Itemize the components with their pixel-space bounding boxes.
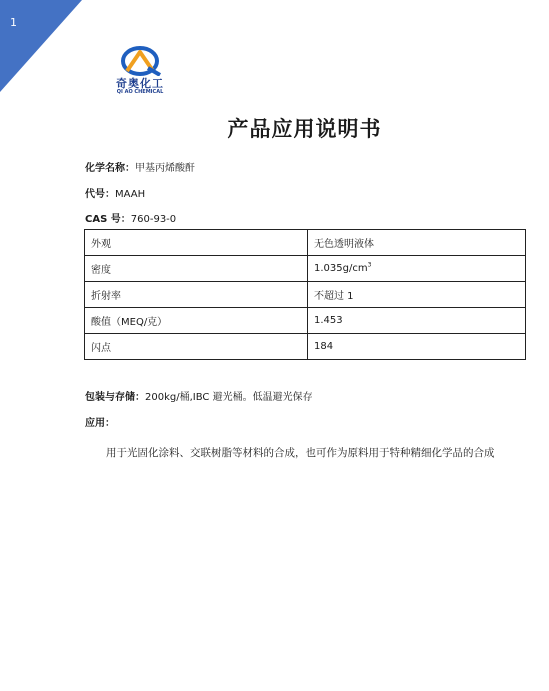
- properties-table: [84, 229, 526, 360]
- property-name: 酸值（MEQ/克）: [85, 308, 308, 334]
- property-value-cell: [308, 256, 526, 282]
- code-label: 代号：: [85, 189, 115, 200]
- table-row: [85, 308, 526, 334]
- table-row: [85, 230, 526, 256]
- property-name: 折射率: [85, 282, 308, 308]
- page-corner-tab: [0, 0, 82, 92]
- packaging-line: [85, 388, 313, 403]
- code-line: [85, 185, 145, 200]
- cas-value: 760-93-0: [130, 214, 177, 225]
- chemical-name-value: 甲基丙烯酸酐: [135, 163, 195, 174]
- property-name: 密度: [85, 256, 308, 282]
- property-name: 外观: [85, 230, 308, 256]
- logo-mark-icon: [118, 46, 162, 76]
- table-row: [85, 334, 526, 360]
- application-text: 用于光固化涂料、交联树脂等材料的合成，也可作为原料用于特种精细化学品的合成: [106, 447, 495, 459]
- property-value: 不超过 1: [308, 282, 526, 308]
- property-value: 184: [308, 334, 526, 360]
- table-row: [85, 282, 526, 308]
- application-heading: [85, 414, 115, 429]
- chemical-name-label: 化学名称：: [85, 163, 135, 174]
- property-name: 闪点: [85, 334, 308, 360]
- property-value: 1.035g/cm: [314, 263, 368, 274]
- application-label: 应用：: [85, 418, 115, 429]
- logo-cn-text: 奇奥化工: [116, 77, 164, 90]
- page-number: 1: [10, 16, 17, 29]
- cas-line: [85, 210, 176, 225]
- property-value: 无色透明液体: [308, 230, 526, 256]
- cas-label: CAS 号：: [85, 214, 131, 225]
- property-unit-superscript: 3: [367, 261, 372, 269]
- chemical-name-line: [85, 159, 195, 174]
- property-value: 1.453: [308, 308, 526, 334]
- code-value: MAAH: [115, 189, 146, 200]
- packaging-label: 包装与存储：: [85, 392, 145, 403]
- company-logo: [102, 46, 178, 96]
- table-row: [85, 256, 526, 282]
- document-title: 产品应用说明书: [227, 117, 382, 141]
- packaging-value: 200kg/桶,IBC 避光桶。低温避光保存: [145, 392, 313, 403]
- logo-en-text: QI AO CHEMICAL: [116, 89, 164, 95]
